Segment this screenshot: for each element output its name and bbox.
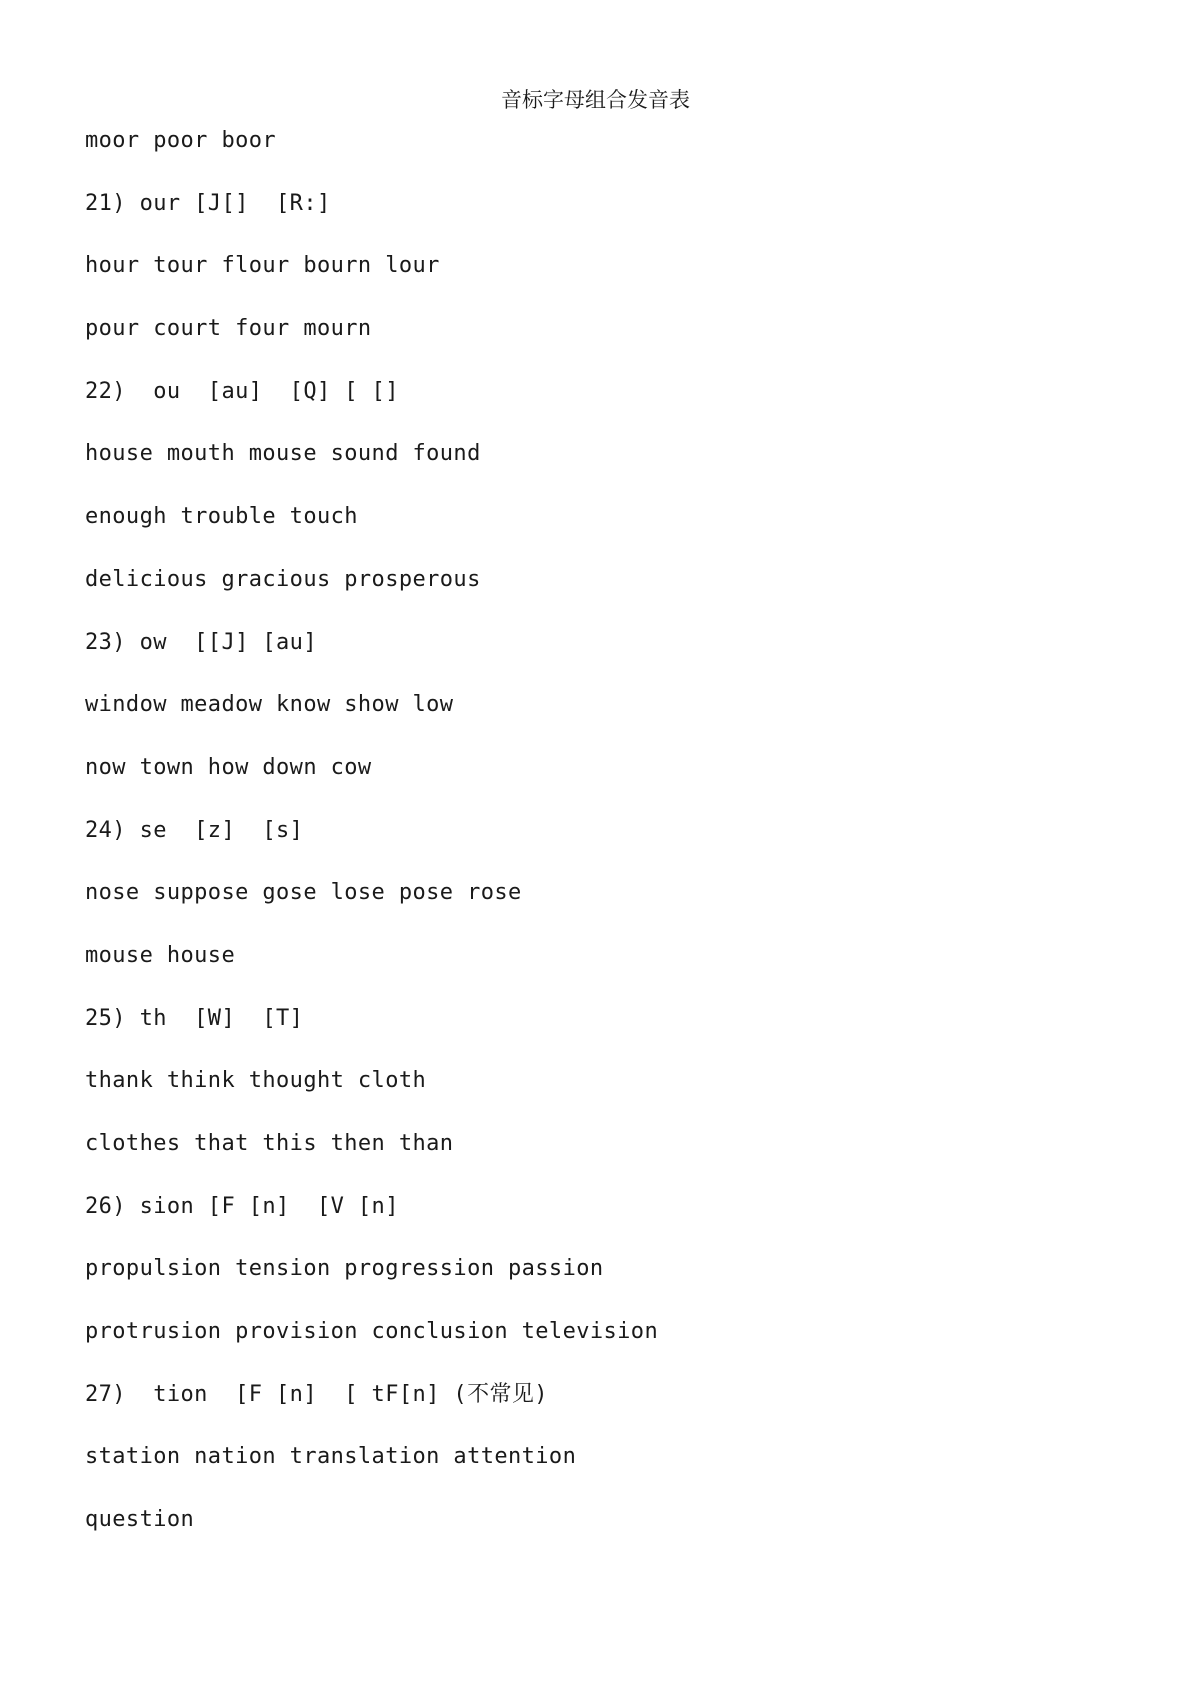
word-line: nose suppose gose lose pose rose [85, 880, 522, 906]
word-line: clothes that this then than [85, 1131, 454, 1156]
word-line: now town how down cow [85, 754, 372, 780]
word-line: thank think thought cloth [85, 1068, 427, 1094]
word-line: station nation translation attention [85, 1444, 577, 1470]
word-line: pour court four mourn [85, 316, 372, 342]
word-line: mouse house [85, 942, 236, 968]
section-heading-21: 21) our [J[] [R:] [85, 190, 331, 216]
word-line: delicious gracious prosperous [85, 566, 481, 592]
document-body [85, 126, 1125, 1568]
word-line: propulsion tension progression passion [85, 1256, 604, 1282]
page-title: 音标字母组合发音表 [501, 88, 690, 112]
section-heading-24: 24) se [z] [s] [85, 817, 304, 843]
word-line: house mouth mouse sound found [85, 441, 481, 467]
section-heading-22: 22) ou [au] [Q] [ [] [85, 378, 399, 404]
section-heading-25: 25) th [W] [T] [85, 1005, 304, 1031]
word-line: window meadow know show low [85, 692, 454, 718]
word-line: question [85, 1507, 195, 1533]
section-heading-23: 23) ow [[J] [au] [85, 629, 317, 655]
word-line: protrusion provision conclusion television [85, 1319, 659, 1345]
word-line: moor poor boor [85, 128, 277, 153]
word-line: hour tour flour bourn lour [85, 253, 440, 279]
section-heading-26: 26) sion [F [n] [V [n] [85, 1193, 399, 1219]
word-line: enough trouble touch [85, 504, 358, 530]
section-heading-27: 27) tion [F [n] [ tF[n] (不常见) [85, 1381, 548, 1407]
